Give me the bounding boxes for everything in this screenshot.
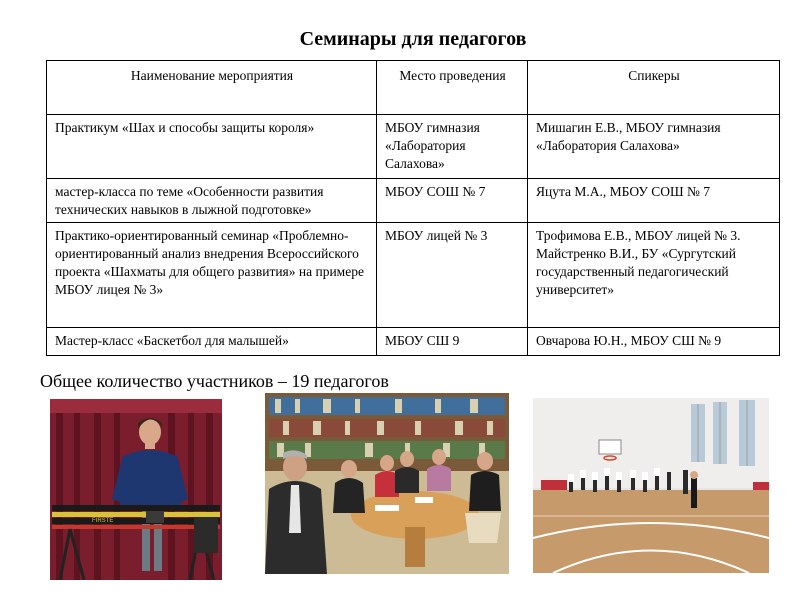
table-header-row — [47, 61, 780, 115]
header-speakers: Спикеры — [528, 61, 780, 115]
speakers-cell: Овчарова Ю.Н., МБОУ СШ № 9 — [528, 328, 780, 356]
event-cell: Мастер-класс «Баскетбол для малышей» — [47, 328, 377, 356]
photo-basketball-class-image — [533, 398, 769, 573]
seminars-table — [46, 60, 780, 356]
event-cell: Практикум «Шах и способы защиты короля» — [47, 115, 377, 179]
photo-basketball-class — [533, 398, 769, 573]
photo-library-meeting-image — [265, 393, 509, 574]
table-row — [47, 328, 780, 356]
place-cell: МБОУ лицей № 3 — [377, 223, 528, 328]
table-row — [47, 223, 780, 328]
table-row — [47, 115, 780, 179]
participants-summary: Общее количество участников – 19 педагогов — [40, 371, 389, 391]
page-title: Семинары для педагогов — [299, 28, 527, 50]
event-cell: мастер-класса по теме «Особенности развития технических навыков в лыжной подготовке» — [47, 179, 377, 223]
photo-chess-workshop-image — [50, 399, 222, 580]
photo-chess-workshop — [50, 399, 222, 580]
speakers-cell: Трофимова Е.В., МБОУ лицей № 3. Майстренко В.И., БУ «Сургутский государственный педагогический университет» — [528, 223, 780, 328]
table-row — [47, 179, 780, 223]
header-place: Место проведения — [377, 61, 528, 115]
equipment-banner-label: FIRSTE — [92, 518, 114, 524]
photo-library-meeting — [265, 393, 509, 574]
place-cell: МБОУ гимназия «Лаборатория Салахова» — [377, 115, 528, 179]
place-cell: МБОУ СШ 9 — [377, 328, 528, 356]
speakers-cell: Мишагин Е.В., МБОУ гимназия «Лаборатория Салахова» — [528, 115, 780, 179]
event-cell: Практико-ориентированный семинар «Проблемно-ориентированный анализ внедрения Всероссийского проекта «Шахматы для общего развития» на примере МБОУ лицея № 3» — [47, 223, 377, 328]
header-event: Наименование мероприятия — [47, 61, 377, 115]
place-cell: МБОУ СОШ № 7 — [377, 179, 528, 223]
speakers-cell: Яцута М.А., МБОУ СОШ № 7 — [528, 179, 780, 223]
